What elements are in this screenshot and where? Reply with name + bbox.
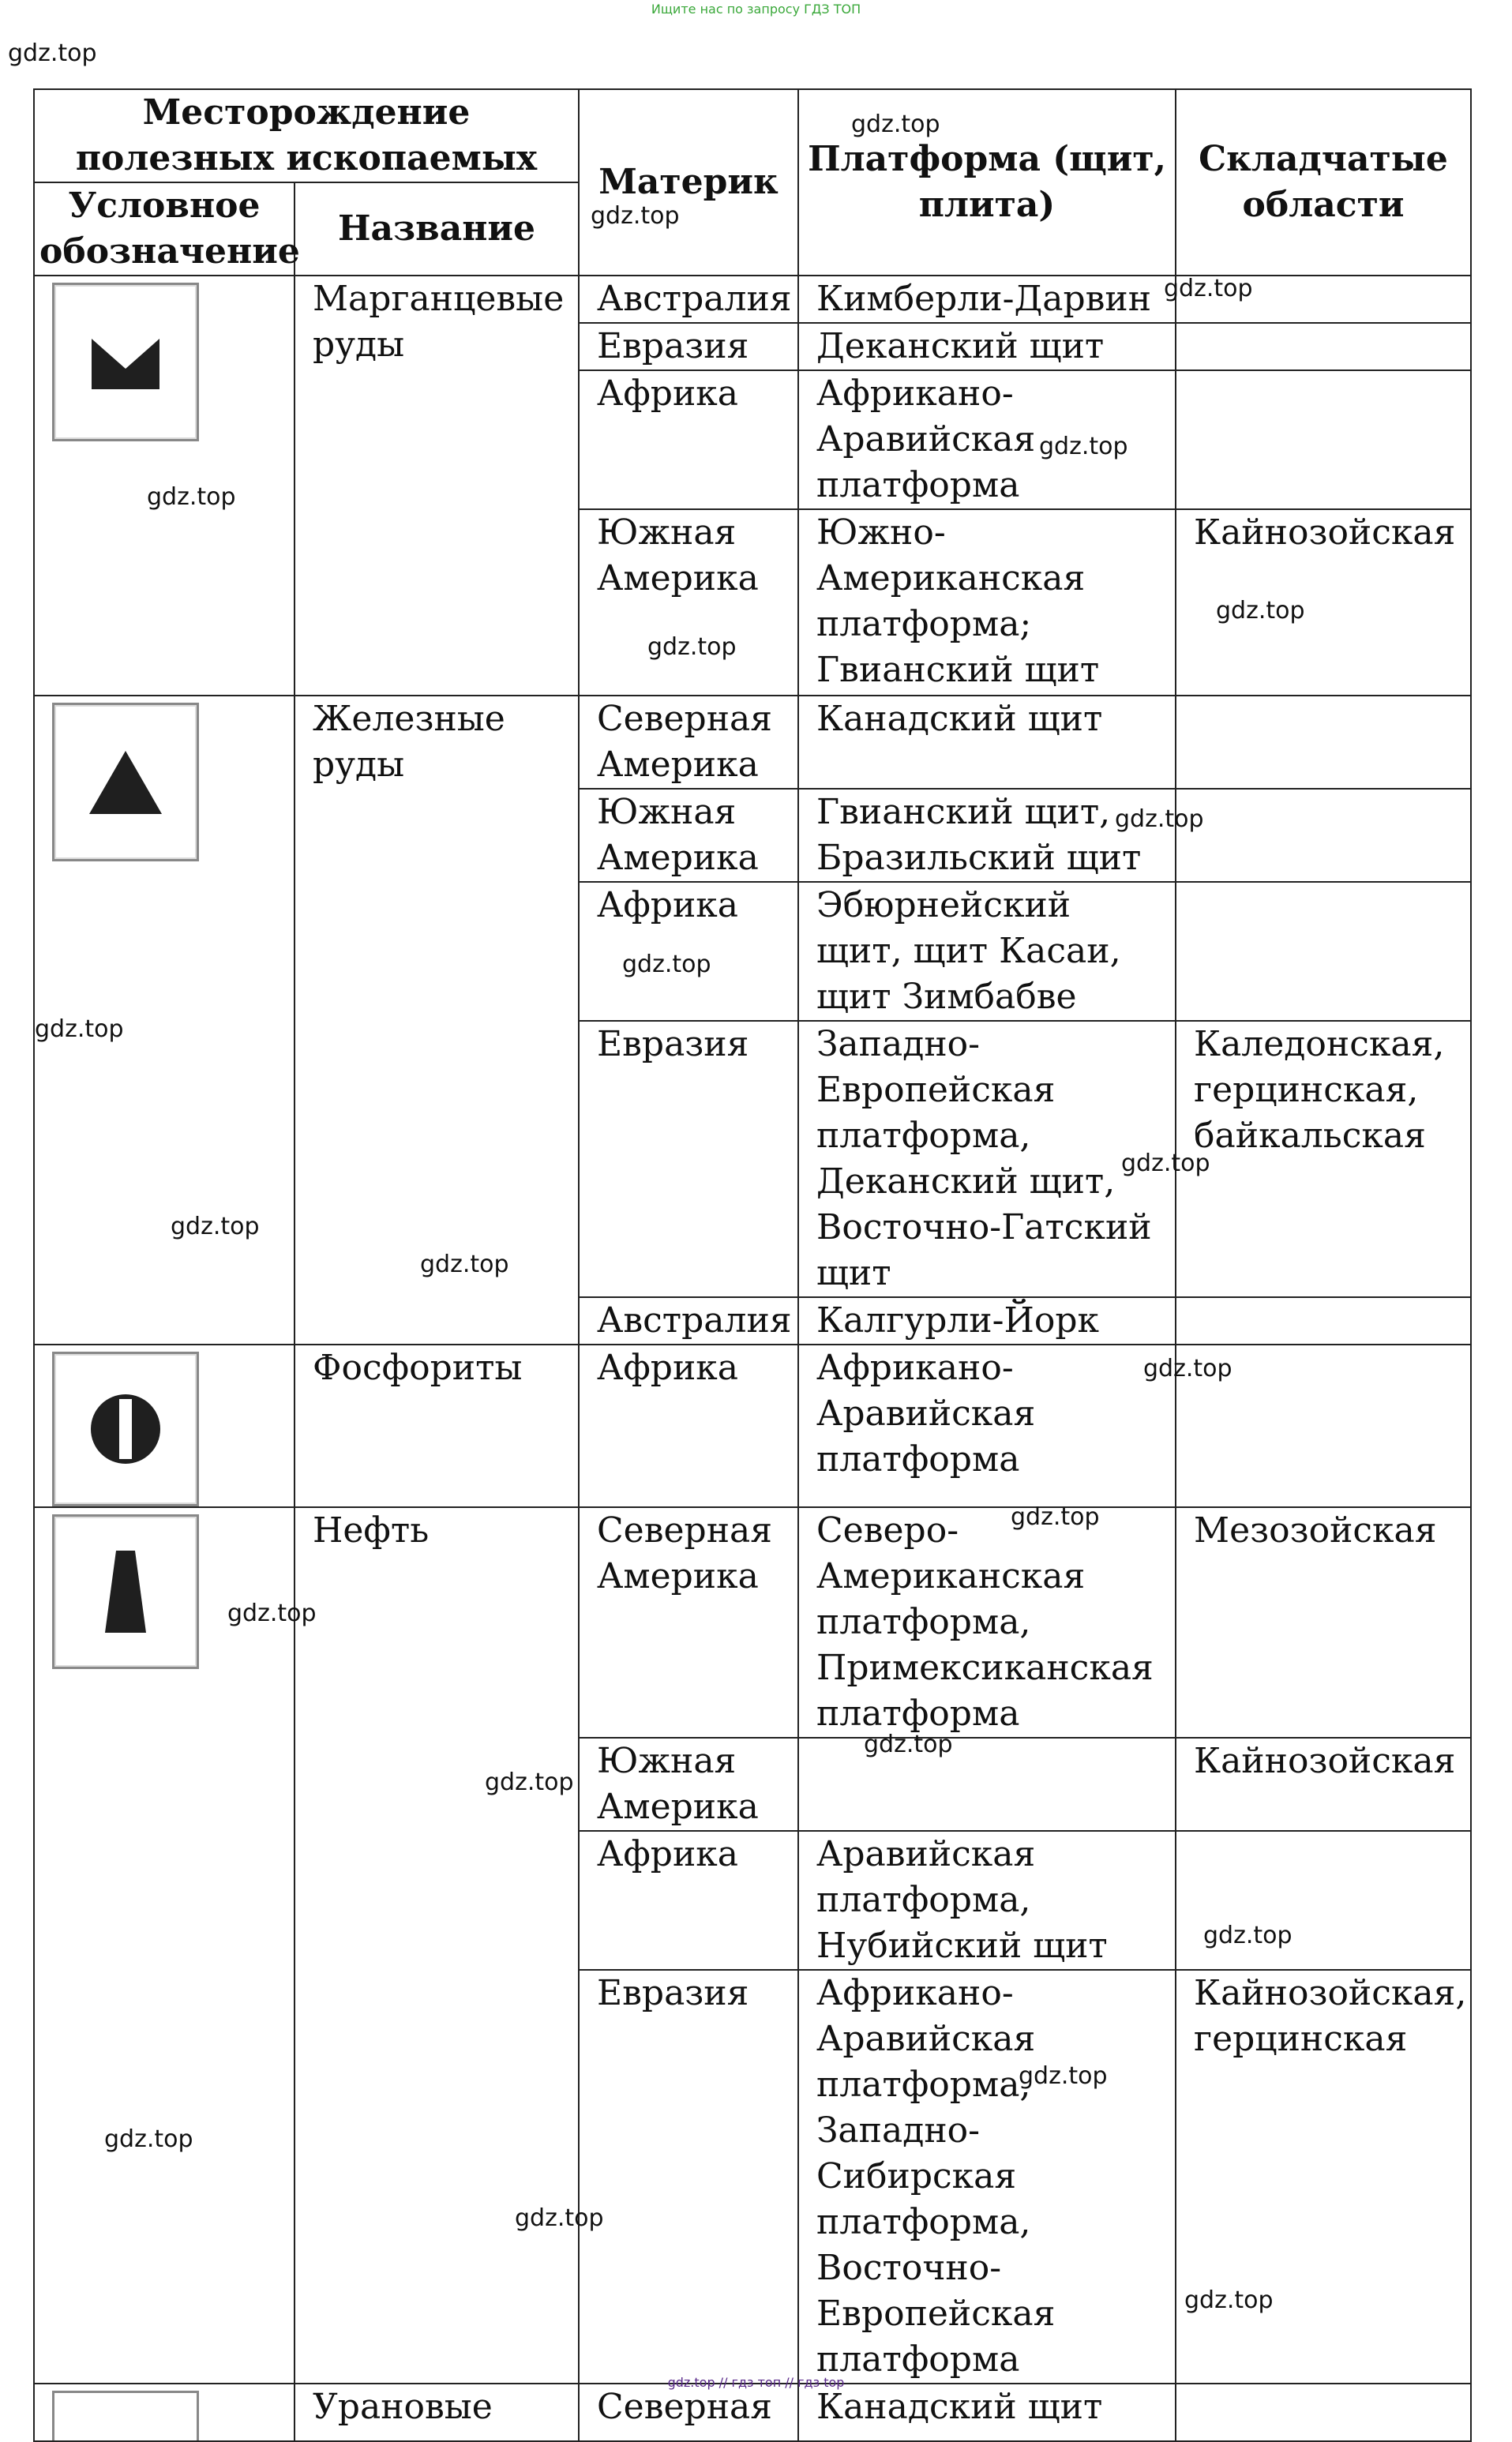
continent-cell: Африка bbox=[579, 370, 798, 509]
watermark: gdz.top bbox=[864, 1731, 953, 1758]
watermark: gdz.top bbox=[1039, 433, 1128, 460]
deposits-table bbox=[33, 88, 1472, 2442]
watermark: gdz.top bbox=[171, 1213, 260, 1240]
table-row bbox=[34, 1345, 1471, 1507]
continent-cell: Южная Америка bbox=[579, 509, 798, 696]
watermark: gdz.top bbox=[1164, 275, 1253, 302]
folded-cell bbox=[1176, 1297, 1471, 1345]
bottom-footer: gdz.top // гдз топ // гдз top bbox=[667, 2375, 845, 2390]
continent-cell: Южная Америка bbox=[579, 789, 798, 882]
platform-cell: Аравийская платформа, Нубийский щит bbox=[798, 1831, 1176, 1970]
continent-cell: Евразия bbox=[579, 1970, 798, 2384]
table-row bbox=[34, 2384, 1471, 2441]
symbol-cell bbox=[34, 2384, 295, 2441]
watermark: gdz.top bbox=[227, 1600, 317, 1627]
continent-cell: Северная bbox=[579, 2384, 798, 2441]
platform-cell: Калгурли-Йорк bbox=[798, 1297, 1176, 1345]
folded-cell bbox=[1176, 2384, 1471, 2441]
platform-cell: Деканский щит bbox=[798, 323, 1176, 370]
folded-cell: Кайнозойская, герцинская bbox=[1176, 1970, 1471, 2384]
platform-cell: Северо-Американская платформа, Примексиканская платформа bbox=[798, 1507, 1176, 1738]
filled-triangle-icon bbox=[88, 749, 163, 816]
phosphorite-symbol bbox=[52, 1352, 199, 1506]
mineral-name: Фосфориты bbox=[295, 1345, 579, 1507]
continent-cell: Северная Америка bbox=[579, 696, 798, 789]
folded-cell bbox=[1176, 696, 1471, 789]
oil-symbol bbox=[52, 1514, 199, 1669]
symbol-cell bbox=[34, 1507, 295, 2384]
continent-cell: Северная Америка bbox=[579, 1507, 798, 1738]
watermark: gdz.top bbox=[591, 202, 680, 230]
table-row bbox=[34, 696, 1471, 789]
continent-cell: Африка bbox=[579, 1831, 798, 1970]
manganese-symbol bbox=[52, 283, 199, 441]
continent-cell: Евразия bbox=[579, 1021, 798, 1297]
platform-cell: Канадский щит bbox=[798, 696, 1176, 789]
platform-cell: Южно-Американская платформа; Гвианский щит bbox=[798, 509, 1176, 696]
header-row-top bbox=[34, 89, 1471, 182]
mineral-name: Нефть bbox=[295, 1507, 579, 2384]
watermark: gdz.top bbox=[1011, 1503, 1100, 1531]
watermark: gdz.top bbox=[851, 111, 940, 138]
watermark: gdz.top bbox=[1115, 805, 1204, 833]
watermark: gdz.top bbox=[147, 483, 236, 511]
header-name: Название bbox=[295, 182, 579, 276]
watermark: gdz.top bbox=[622, 951, 711, 978]
continent-cell: Африка bbox=[579, 1345, 798, 1507]
trapezoid-icon bbox=[103, 1549, 148, 1634]
site-label: gdz.top bbox=[8, 39, 97, 67]
watermark: gdz.top bbox=[1184, 2286, 1274, 2314]
table-row bbox=[34, 276, 1471, 323]
watermark: gdz.top bbox=[420, 1251, 509, 1278]
platform-cell: Западно-Европейская платформа, Деканский щит, Восточно-Гатский щит bbox=[798, 1021, 1176, 1297]
folded-cell: Кайнозойская bbox=[1176, 1738, 1471, 1831]
platform-cell: Африкано-Аравийская платформа, Западно-Сибирская платформа, Восточно-Европейская платформа bbox=[798, 1970, 1176, 2384]
watermark: gdz.top bbox=[1216, 597, 1305, 625]
continent-cell: Австралия bbox=[579, 1297, 798, 1345]
header-platform: Платформа (щит, плита) bbox=[798, 89, 1176, 276]
platform-cell: Африкано-Аравийская платформа bbox=[798, 1345, 1176, 1507]
header-continent: Материк bbox=[579, 89, 798, 276]
continent-cell: Африка bbox=[579, 882, 798, 1021]
header-deposit-group: Месторождение полезных ископаемых bbox=[34, 89, 579, 182]
mineral-name: Железные руды bbox=[295, 696, 579, 1345]
continent-cell: Австралия bbox=[579, 276, 798, 323]
folded-cell: Каледонская, герцинская, байкальская bbox=[1176, 1021, 1471, 1297]
platform-cell: Кимберли-Дарвин bbox=[798, 276, 1176, 323]
watermark: gdz.top bbox=[485, 1769, 574, 1796]
watermark: gdz.top bbox=[647, 633, 737, 661]
crown-shape-icon bbox=[90, 334, 161, 391]
empty-box-icon bbox=[52, 2391, 199, 2440]
continent-cell: Евразия bbox=[579, 323, 798, 370]
platform-cell: Канадский щит bbox=[798, 2384, 1176, 2441]
watermark: gdz.top bbox=[104, 2125, 193, 2153]
folded-cell: Мезозойская bbox=[1176, 1507, 1471, 1738]
circle-with-bar-icon bbox=[89, 1393, 162, 1465]
symbol-cell bbox=[34, 1345, 295, 1507]
watermark: gdz.top bbox=[1143, 1355, 1232, 1382]
watermark: gdz.top bbox=[1019, 2062, 1108, 2090]
header-symbol: Условное обозначение bbox=[34, 182, 295, 276]
platform-cell bbox=[798, 1738, 1176, 1831]
continent-cell: Южная Америка bbox=[579, 1738, 798, 1831]
top-banner: Ищите нас по запросу ГДЗ ТОП bbox=[651, 2, 861, 17]
folded-cell bbox=[1176, 882, 1471, 1021]
watermark: gdz.top bbox=[1121, 1150, 1210, 1177]
mineral-name: Марганцевые руды bbox=[295, 276, 579, 696]
watermark: gdz.top bbox=[35, 1015, 124, 1043]
watermark: gdz.top bbox=[1203, 1922, 1293, 1949]
folded-cell bbox=[1176, 370, 1471, 509]
folded-cell: Кайнозойская bbox=[1176, 509, 1471, 696]
mineral-name: Урановые bbox=[295, 2384, 579, 2441]
watermark: gdz.top bbox=[515, 2204, 604, 2232]
platform-cell: Эбюрнейский щит, щит Касаи, щит Зимбабве bbox=[798, 882, 1176, 1021]
platform-cell: Африкано-Аравийская платформа bbox=[798, 370, 1176, 509]
folded-cell bbox=[1176, 789, 1471, 882]
platform-cell: Гвианский щит, Бразильский щит bbox=[798, 789, 1176, 882]
folded-cell bbox=[1176, 323, 1471, 370]
header-folded: Складчатые области bbox=[1176, 89, 1471, 276]
iron-symbol bbox=[52, 703, 199, 861]
